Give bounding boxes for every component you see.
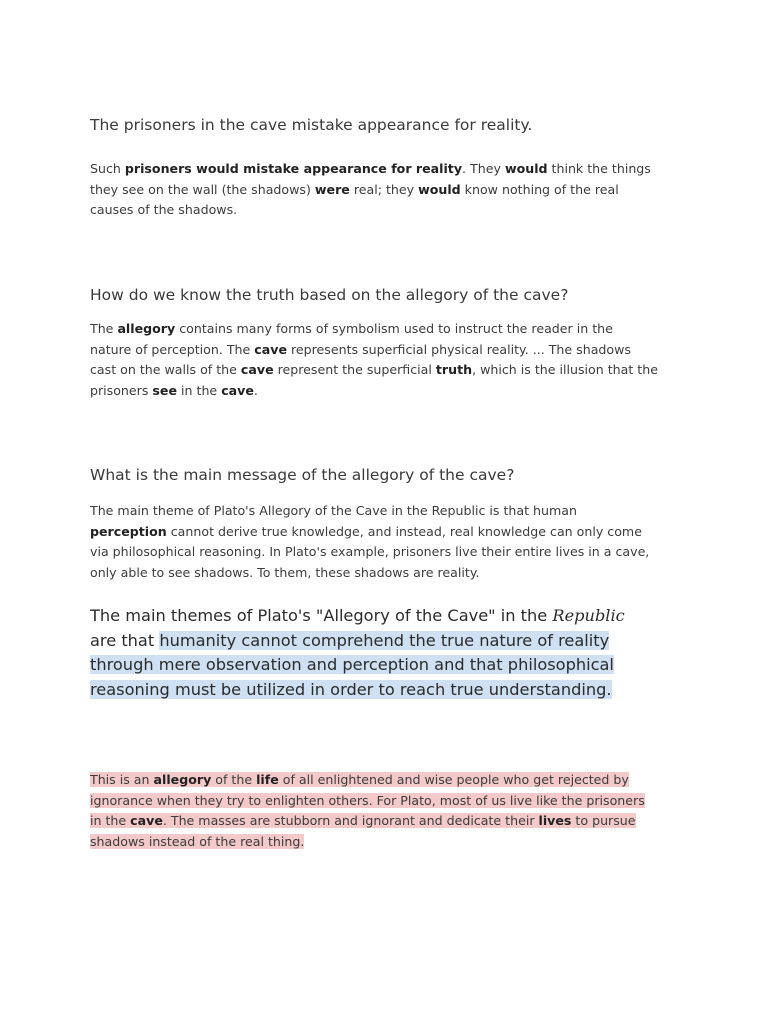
text-run: contains many forms of symbolism used to instruct the reader in the — [175, 321, 613, 336]
text-run: Such — [90, 161, 125, 176]
text-run: reasoning must be utilized in order to reach true understanding. — [90, 679, 612, 699]
text-run: The main themes of Plato's "Allegory of the Cave" in the — [90, 606, 553, 625]
text-run: to pursue — [571, 813, 636, 828]
bold-text: would — [418, 181, 461, 197]
bold-text: life — [256, 772, 279, 787]
text-run: in the — [90, 813, 131, 828]
text-line — [90, 832, 690, 853]
text-line — [90, 653, 710, 678]
bold-text: allegory — [117, 321, 176, 336]
text-line — [90, 542, 690, 563]
text-line — [90, 381, 690, 402]
bold-text: truth — [435, 362, 473, 377]
text-line — [90, 522, 690, 543]
text-run: . The masses are stubborn and ignorant and dedicate their — [162, 813, 539, 828]
text-run: humanity cannot comprehend the true nature of reality — [159, 630, 610, 650]
bold-text: allegory — [153, 772, 212, 787]
text-run: shadows instead of the real thing. — [90, 833, 305, 849]
heading-truth: How do we know the truth based on the allegory of the cave? — [90, 286, 569, 304]
text-run: represents superficial physical reality. ... The shadows — [287, 341, 631, 357]
bold-text: cave — [221, 382, 254, 398]
text-run: of all enlightened and wise people who get rejected by — [278, 772, 629, 787]
text-line — [90, 791, 690, 812]
bold-text: cave — [240, 362, 274, 377]
paragraph-allegory-life — [90, 770, 690, 852]
text-line — [90, 770, 690, 791]
text-run: , which is the illusion that the — [472, 362, 658, 377]
text-run: prisoners — [90, 382, 153, 398]
text-run: they see on the wall (the shadows) — [90, 181, 315, 197]
highlighted-quote — [90, 604, 710, 702]
text-run: ignorance when they try to enlighten others. For Plato, most of us live like the prisoners — [90, 792, 645, 808]
text-run: in the — [177, 382, 222, 398]
text-run: causes of the shadows. — [90, 202, 238, 217]
text-line — [90, 360, 690, 381]
text-run: nature of perception. The — [90, 341, 255, 357]
bold-text: see — [152, 382, 178, 398]
text-line — [90, 604, 710, 629]
bold-text: were — [314, 181, 350, 197]
bold-text: would — [504, 161, 548, 176]
text-line — [90, 340, 690, 361]
text-run: know nothing of the real — [460, 181, 619, 197]
text-line — [90, 678, 710, 703]
text-run: through mere observation and perception and that philosophical — [90, 655, 614, 674]
text-run: cannot derive true knowledge, and instead, real knowledge can only come — [166, 523, 642, 539]
text-run: only able to see shadows. To them, these shadows are reality. — [90, 564, 480, 580]
text-line — [90, 563, 690, 584]
text-line — [90, 629, 710, 654]
paragraph-prisoners — [90, 159, 690, 221]
text-line — [90, 180, 690, 201]
bold-text: prisoners would mistake appearance for reality — [124, 161, 463, 176]
text-line — [90, 200, 690, 221]
paragraph-truth — [90, 319, 690, 401]
text-run: The — [90, 321, 118, 336]
heading-prisoners: The prisoners in the cave mistake appearance for reality. — [90, 116, 533, 134]
text-run: via philosophical reasoning. In Plato's example, prisoners live their entire lives in a cave, — [90, 544, 650, 559]
text-line — [90, 319, 690, 340]
text-run: cast on the walls of the — [90, 362, 241, 377]
text-run: think the things — [547, 161, 651, 176]
bold-text: lives — [538, 813, 572, 828]
text-run: represent the superficial — [273, 362, 436, 377]
italic-text: Republic — [552, 606, 625, 625]
heading-main-message: What is the main message of the allegory of the cave? — [90, 466, 515, 484]
text-line — [90, 501, 690, 522]
text-run: . — [253, 382, 258, 398]
text-run: are that — [90, 630, 160, 650]
bold-text: perception — [90, 523, 167, 539]
text-run: of the — [211, 772, 257, 787]
text-run: This is an — [90, 772, 154, 787]
text-run: The main theme of Plato's Allegory of the Cave in the Republic is that human — [90, 503, 577, 518]
bold-text: cave — [130, 813, 163, 828]
text-run: . They — [462, 161, 505, 176]
text-run: real; they — [349, 181, 419, 197]
bold-text: cave — [254, 341, 287, 357]
text-line — [90, 811, 690, 832]
text-line — [90, 159, 690, 180]
paragraph-main-message — [90, 501, 690, 583]
